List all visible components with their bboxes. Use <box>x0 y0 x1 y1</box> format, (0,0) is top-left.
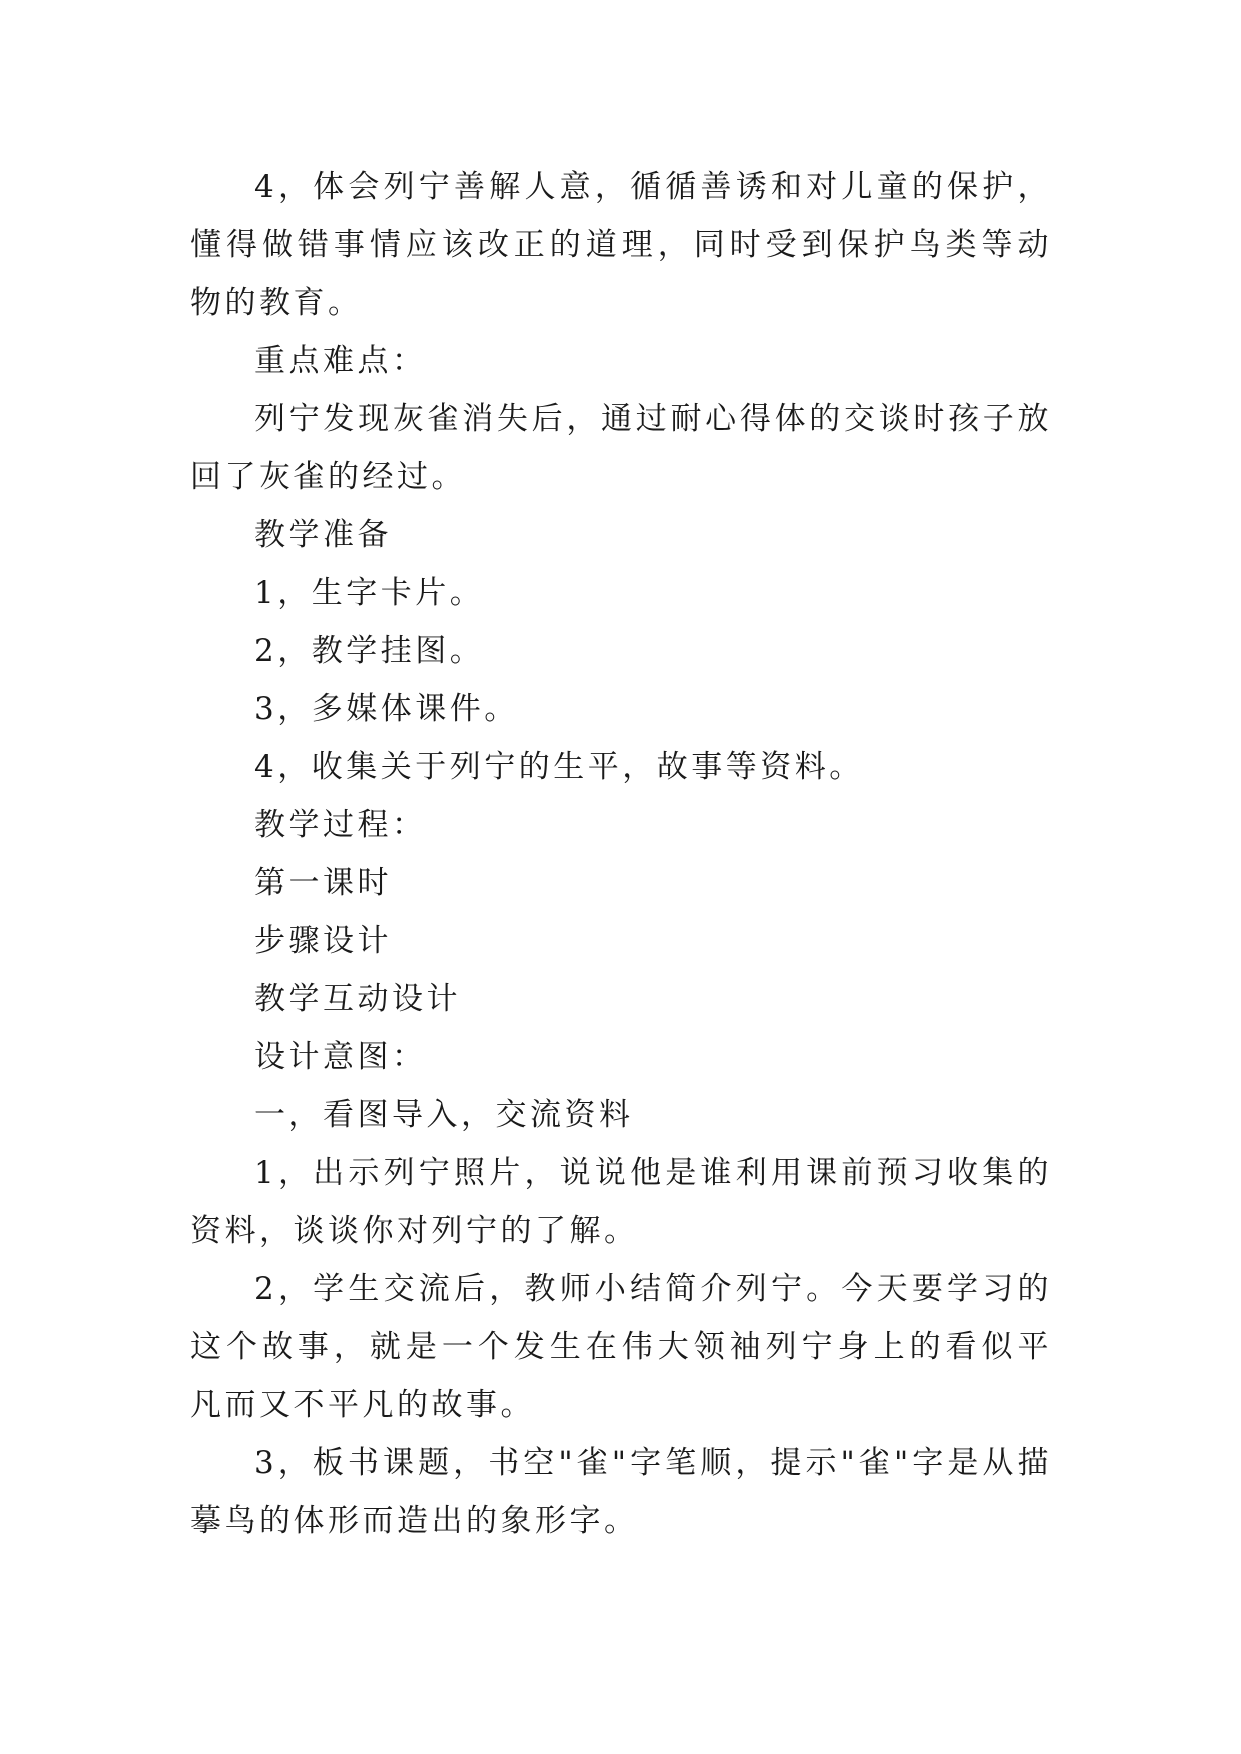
heading-preparation: 教学准备 <box>254 517 392 553</box>
document-body <box>190 158 1052 1550</box>
heading-step-design: 步骤设计 <box>254 923 392 959</box>
paragraph-step-2: 2，学生交流后，教师小结简介列宁。今天要学习的这个故事，就是一个发生在伟大领袖列宁身上的看似平凡而又不平凡的故事。 <box>190 1271 1052 1423</box>
paragraph-objective-4: 4，体会列宁善解人意，循循善诱和对儿童的保护，懂得做错事情应该改正的道理，同时受到保护鸟类等动物的教育。 <box>190 169 1052 321</box>
heading-interaction-design: 教学互动设计 <box>254 981 461 1017</box>
heading-first-lesson: 第一课时 <box>254 865 392 901</box>
list-item-preparation-1: 1，生字卡片。 <box>254 575 485 611</box>
heading-teaching-process: 教学过程： <box>254 807 427 843</box>
list-item-preparation-3: 3，多媒体课件。 <box>254 691 519 727</box>
paragraph-step-3: 3，板书课题，书空"雀"字笔顺，提示"雀"字是从描摹鸟的体形而造出的象形字。 <box>190 1445 1052 1539</box>
paragraph-key-points: 列宁发现灰雀消失后，通过耐心得体的交谈时孩子放回了灰雀的经过。 <box>190 401 1052 495</box>
list-item-preparation-4: 4，收集关于列宁的生平，故事等资料。 <box>254 749 864 785</box>
list-item-preparation-2: 2，教学挂图。 <box>254 633 485 669</box>
section-heading-intro: 一，看图导入，交流资料 <box>254 1097 634 1133</box>
heading-design-intent: 设计意图： <box>254 1039 427 1075</box>
heading-key-points: 重点难点： <box>254 343 427 379</box>
paragraph-step-1: 1，出示列宁照片，说说他是谁利用课前预习收集的资料，谈谈你对列宁的了解。 <box>190 1155 1052 1249</box>
